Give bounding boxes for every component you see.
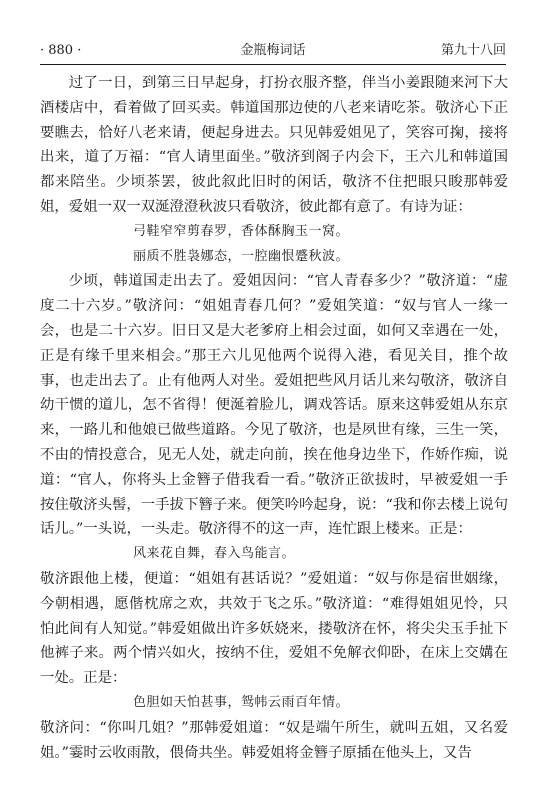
paragraph-1: 过了一日，到第三日早起身，打扮衣服齐整，伴当小姜跟随来河下大酒楼店中，看着做了回买卖。韩道国那边使的八老来请吃茶。敬济心下正要瞧去，恰好八老来请，便起身进去。只见韩爱姐见了，笑容可掬，接将出来，道了万福：“官人请里面坐。”敬济到阁子内会下，王六儿和韩道国都来陪坐。少顷茶罢，彼此叙此旧时的闲话，敬济不住把眼只睃那韩爱姐，爱姐一双一双涎澄澄秋波只看敬济，彼此都有意了。有诗为证： xyxy=(40,75,508,215)
paragraph-2: 少顷，韩道国走出去了。爱姐因问：“官人青春多少？”敬济道：“虚度二十六岁。”敬济问：“姐姐青春几何？”爱姐笑道：“奴与官人一缘一会，也是二十六岁。旧日又是大老爹府上相会过面，如何又幸遇在一处，正是有缘千里来相会。”那王六儿见他两个说得入港，看见关目，推个故事，也走出去了。止有他两人对坐。爱姐把些风月话儿来勾敬济，敬济自幼干惯的道儿，怎不省得！便涎着脸儿，调戏答话。原来这韩爱姐从东京来，一路儿和他娘已做些道路。今见了敬济，也是夙世有缘，三生一笑，不由的情投意合，见无人处，就走向前，挨在他身边坐下，作娇作痴，说道：“官人，你将头上金簪子借我看一看。”敬济正欲拔时，早被爱姐一手按住敬济头髻，一手拔下簪子来。便笑吟吟起身，说：“我和你去楼上说句话儿。”一头说，一头走。敬济得不的这一声，连忙跟上楼来。正是： xyxy=(40,273,508,538)
body-text xyxy=(40,71,508,765)
running-head xyxy=(40,41,506,61)
page-number: · 880 · xyxy=(40,43,82,58)
chapter-title: 第九十八回 xyxy=(440,43,506,58)
verse-line-2: 丽质不胜袅娜态，一腔幽恨蹙秋波。 xyxy=(133,248,350,264)
verse-line-1: 弓鞋窄窄剪春罗，香体酥胸玉一窝。 xyxy=(133,223,350,239)
paragraph-3: 敬济跟他上楼，便道：“姐姐有甚话说？”爱姐道：“奴与你是宿世姻缘，今朝相遇，愿偕枕席之欢，共效于飞之乐。”敬济道：“难得姐姐见怜，只怕此间有人知觉。”韩爱姐做出许多妖娆来，搂敬济在怀，将尖尖玉手扯下他裤子来。两个情兴如火，按纳不住，爱姐不免解衣仰卧，在床上交媾在一处。正是： xyxy=(40,570,508,687)
verse-line-3: 风来花自舞，春入鸟能言。 xyxy=(133,546,296,562)
header-rule xyxy=(40,64,506,65)
book-title: 金瓶梅词话 xyxy=(240,43,306,58)
paragraph-4: 敬济问：“你叫几姐？”那韩爱姐道：“奴是端午所生，就叫五姐，又名爱姐。”霎时云收雨散，偎倚共坐。韩爱姐将金簪子原插在他头上，又告 xyxy=(40,719,508,761)
verse-line-4: 色胆如天怕甚事，鸳帏云雨百年情。 xyxy=(133,694,350,710)
